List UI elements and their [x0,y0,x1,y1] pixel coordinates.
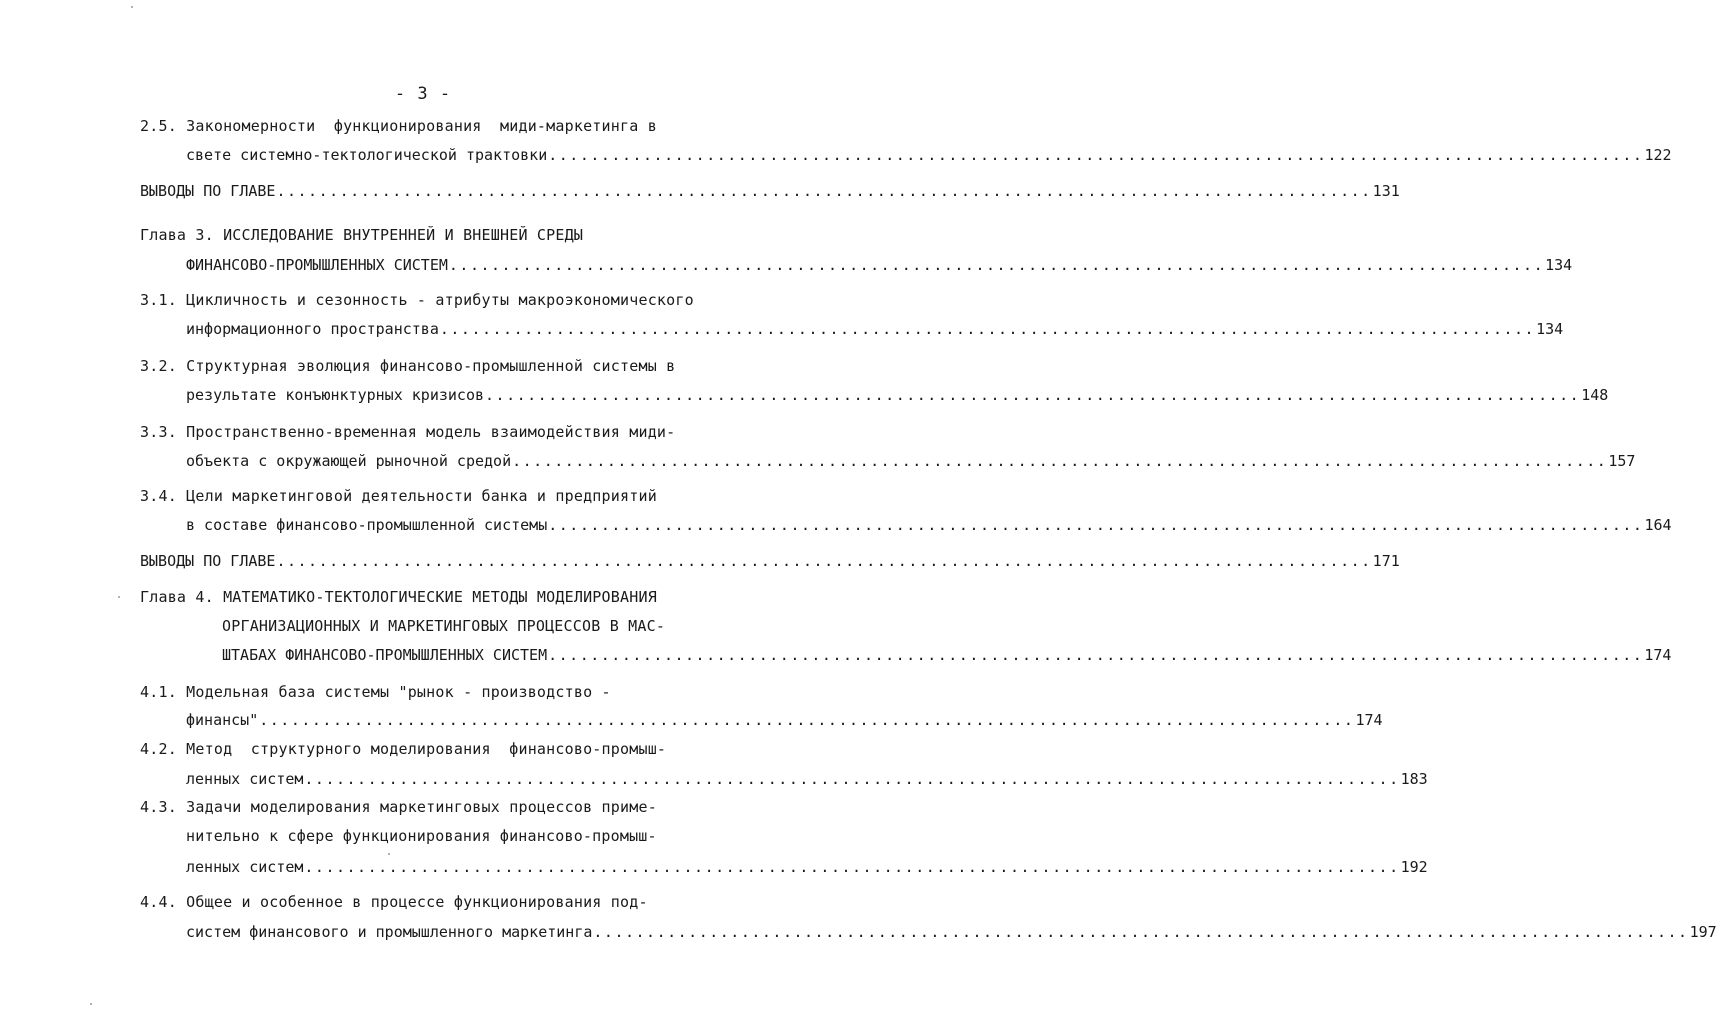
dot-leader: ........................................................................................................ [276,182,1372,200]
toc-entry-3-4-line1: 3.4. Цели маркетинговой деятельности банка и предприятий [140,487,657,505]
scan-speck [131,6,133,8]
dot-leader: ........................................................................................................ [276,552,1372,570]
toc-entry-conclusions-2 [140,182,1400,200]
toc-chapter-4-line1: Глава 4. МАТЕМАТИКО-ТЕКТОЛОГИЧЕСКИЕ МЕТОДЫ МОДЕЛИРОВАНИЯ [140,588,657,606]
dot-leader: ........................................................................................................ [259,711,1355,729]
toc-entry-3-2-page: 148 [1581,386,1609,404]
toc-entry-4-3-line3: ленных систем [186,858,304,876]
dot-leader: ........................................................................................................ [448,256,1545,274]
toc-entry-3-1-page: 134 [1536,320,1564,338]
toc-entry-3-3-line2: объекта с окружающей рыночной средой [186,452,512,470]
dot-leader: ........................................................................................................ [593,923,1689,941]
page-number: - 3 - [394,84,452,104]
toc-entry-4-4-page: 197 [1689,923,1717,941]
toc-entry-3-3-page: 157 [1608,452,1636,470]
toc-entry-3-3-leader [186,452,1636,470]
toc-entry-2-5-leader [186,146,1672,164]
toc-entry-4-4-line2: систем финансового и промышленного маркетинга [186,923,593,941]
dot-leader: ........................................................................................................ [548,516,1644,534]
toc-entry-4-3-leader [186,858,1428,876]
toc-entry-3-2-line1: 3.2. Структурная эволюция финансово-промышленной системы в [140,357,676,375]
toc-entry-4-1-line2: финансы" [186,711,259,729]
toc-entry-2-5-page: 122 [1644,146,1672,164]
dot-leader: ........................................................................................................ [512,452,1608,470]
toc-entry-4-3-line1: 4.3. Задачи моделирования маркетинговых процессов приме- [140,798,657,816]
dot-leader: ........................................................................................................ [548,646,1644,664]
scan-speck [388,853,390,855]
toc-chapter-4-leader [222,646,1672,664]
toc-entry-4-1-leader [186,711,1383,729]
toc-entry-3-4-line2: в составе финансово-промышленной системы [186,516,548,534]
toc-chapter-3-line2: ФИНАНСОВО-ПРОМЫШЛЕННЫХ СИСТЕМ [186,256,448,274]
toc-entry-3-4-leader [186,516,1672,534]
toc-chapter-3-page: 134 [1545,256,1573,274]
toc-chapter-4-line2: ОРГАНИЗАЦИОННЫХ И МАРКЕТИНГОВЫХ ПРОЦЕССОВ В МАС- [222,617,666,635]
toc-entry-2-5-line2: свете системно-тектологической трактовки [186,146,548,164]
toc-entry-4-2-line2: ленных систем [186,770,304,788]
toc-entry-conclusions-2-text: ВЫВОДЫ ПО ГЛАВЕ [140,182,276,200]
toc-chapter-4-line3: ШТАБАХ ФИНАНСОВО-ПРОМЫШЛЕННЫХ СИСТЕМ [222,646,548,664]
toc-entry-conclusions-3-text: ВЫВОДЫ ПО ГЛАВЕ [140,552,276,570]
toc-entry-4-2-leader [186,770,1428,788]
dot-leader: ........................................................................................................ [439,320,1536,338]
toc-entry-conclusions-3-page: 171 [1372,552,1400,570]
toc-entry-2-5-line1: 2.5. Закономерности функционирования миди-маркетинга в [140,117,657,135]
dot-leader: ........................................................................................................ [304,858,1400,876]
dot-leader: ........................................................................................................ [485,386,1581,404]
toc-entry-3-2-leader [186,386,1609,404]
toc-entry-4-4-leader [186,923,1717,941]
toc-entry-3-2-line2: результате конъюнктурных кризисов [186,386,485,404]
toc-entry-conclusions-3 [140,552,1400,570]
toc-chapter-3-line1: Глава 3. ИССЛЕДОВАНИЕ ВНУТРЕННЕЙ И ВНЕШНЕЙ СРЕДЫ [140,226,584,244]
scan-speck [118,596,120,598]
toc-entry-4-3-page: 192 [1400,858,1428,876]
dot-leader: ........................................................................................................ [548,146,1644,164]
toc-chapter-4-page: 174 [1644,646,1672,664]
toc-chapter-3-leader [186,256,1573,274]
toc-entry-3-1-line2: информационного пространства [186,320,439,338]
toc-entry-3-3-line1: 3.3. Пространственно-временная модель взаимодействия миди- [140,423,676,441]
toc-entry-3-4-page: 164 [1644,516,1672,534]
toc-entry-4-1-page: 174 [1355,711,1383,729]
toc-entry-4-2-page: 183 [1400,770,1428,788]
toc-entry-4-3-line2: нительно к сфере функционирования финансово-промыш- [186,827,657,845]
toc-entry-conclusions-2-page: 131 [1372,182,1400,200]
toc-entry-3-1-leader [186,320,1564,338]
toc-entry-3-1-line1: 3.1. Цикличность и сезонность - атрибуты макроэкономического [140,291,694,309]
toc-entry-4-2-line1: 4.2. Метод структурного моделирования финансово-промыш- [140,740,667,758]
toc-entry-4-1-line1: 4.1. Модельная база системы "рынок - производство - [140,683,611,701]
scan-speck [90,1003,92,1005]
toc-entry-4-4-line1: 4.4. Общее и особенное в процессе функционирования под- [140,893,648,911]
dot-leader: ........................................................................................................ [304,770,1400,788]
